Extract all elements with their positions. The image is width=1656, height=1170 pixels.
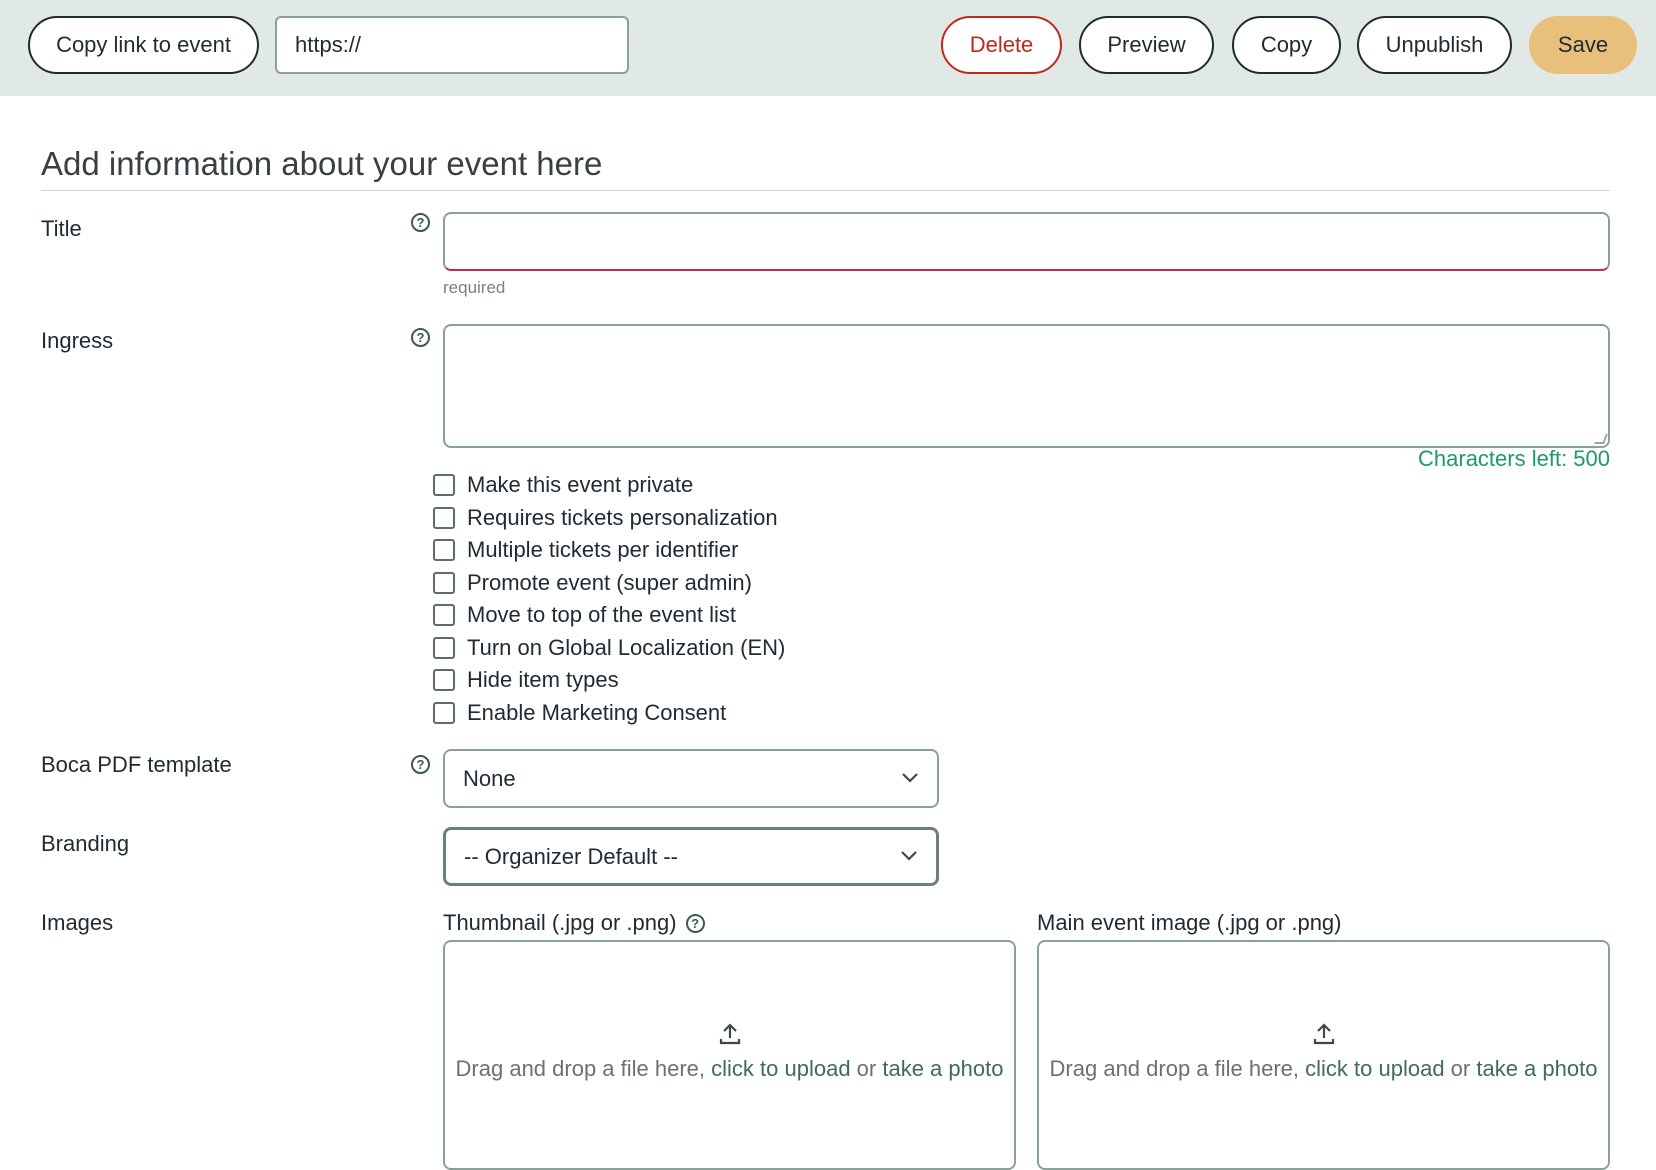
option-tickets-personalization[interactable] (433, 505, 778, 531)
boca-template-select[interactable] (443, 749, 939, 808)
option-label: Requires tickets personalization (467, 505, 778, 530)
title-help-icon[interactable]: ? (411, 213, 430, 232)
title-required-hint: required (443, 278, 506, 297)
dropzone-text-or: or (850, 1056, 883, 1081)
unpublish-button[interactable]: Unpublish (1357, 16, 1512, 74)
chevron-down-icon (901, 772, 919, 784)
main-image-label-text: Main event image (.jpg or .png) (1037, 910, 1342, 935)
option-label: Enable Marketing Consent (467, 700, 727, 725)
copy-link-button[interactable]: Copy link to event (28, 16, 259, 74)
dropzone-text (1039, 1056, 1608, 1082)
option-marketing-consent[interactable] (433, 700, 726, 726)
boca-selected-value: None (463, 765, 516, 791)
branding-label: Branding (41, 831, 130, 856)
checkbox[interactable] (433, 474, 455, 496)
boca-help-icon[interactable]: ? (411, 755, 430, 774)
option-private[interactable] (433, 472, 693, 498)
dropzone-text-prefix: Drag and drop a file here, (1049, 1056, 1306, 1081)
checkbox[interactable] (433, 604, 455, 626)
checkbox[interactable] (433, 637, 455, 659)
copy-button[interactable]: Copy (1232, 16, 1341, 74)
thumbnail-label-text: Thumbnail (.jpg or .png) (443, 910, 677, 935)
option-label: Turn on Global Localization (EN) (467, 635, 786, 660)
dropzone-text-prefix: Drag and drop a file here, (455, 1056, 712, 1081)
option-hide-item-types[interactable] (433, 667, 619, 693)
ingress-help-icon[interactable]: ? (411, 328, 430, 347)
option-label: Make this event private (467, 472, 694, 497)
checkbox[interactable] (433, 507, 455, 529)
option-move-to-top[interactable] (433, 602, 736, 628)
ingress-textarea[interactable] (443, 324, 1610, 448)
take-photo-link[interactable]: take a photo (882, 1056, 1004, 1081)
option-global-localization[interactable] (433, 635, 785, 661)
event-url-input[interactable] (275, 16, 629, 74)
heading-divider (41, 190, 1610, 191)
preview-button[interactable]: Preview (1079, 16, 1214, 74)
characters-left-counter: Characters left: 500 (1418, 446, 1610, 471)
click-to-upload-link[interactable]: click to upload (711, 1056, 851, 1081)
delete-button[interactable]: Delete (941, 16, 1062, 74)
take-photo-link[interactable]: take a photo (1476, 1056, 1598, 1081)
main-image-label (1037, 910, 1342, 936)
branding-selected-value: -- Organizer Default -- (464, 843, 678, 869)
images-label: Images (41, 910, 114, 935)
option-label: Move to top of the event list (467, 602, 737, 627)
main-image-dropzone[interactable] (1037, 940, 1610, 1170)
checkbox[interactable] (433, 539, 455, 561)
thumbnail-label (443, 910, 705, 936)
dropzone-text (445, 1056, 1014, 1082)
save-button[interactable]: Save (1529, 16, 1637, 74)
ingress-label: Ingress (41, 328, 114, 353)
option-multiple-tickets[interactable] (433, 537, 738, 563)
option-label: Multiple tickets per identifier (467, 537, 739, 562)
checkbox[interactable] (433, 669, 455, 691)
dropzone-text-or: or (1444, 1056, 1477, 1081)
click-to-upload-link[interactable]: click to upload (1305, 1056, 1445, 1081)
option-promote-event[interactable] (433, 570, 752, 596)
option-label: Promote event (super admin) (467, 570, 752, 595)
thumbnail-dropzone[interactable] (443, 940, 1016, 1170)
option-label: Hide item types (467, 667, 619, 692)
thumbnail-help-icon[interactable]: ? (686, 914, 705, 933)
top-toolbar (0, 0, 1656, 96)
title-input[interactable] (443, 212, 1610, 271)
checkbox[interactable] (433, 702, 455, 724)
checkbox[interactable] (433, 572, 455, 594)
page-title: Add information about your event here (41, 145, 603, 182)
branding-select[interactable] (443, 827, 939, 886)
upload-icon (1312, 1022, 1336, 1046)
title-label: Title (41, 216, 82, 241)
chevron-down-icon (900, 850, 918, 862)
boca-template-label: Boca PDF template (41, 752, 232, 777)
upload-icon (718, 1022, 742, 1046)
